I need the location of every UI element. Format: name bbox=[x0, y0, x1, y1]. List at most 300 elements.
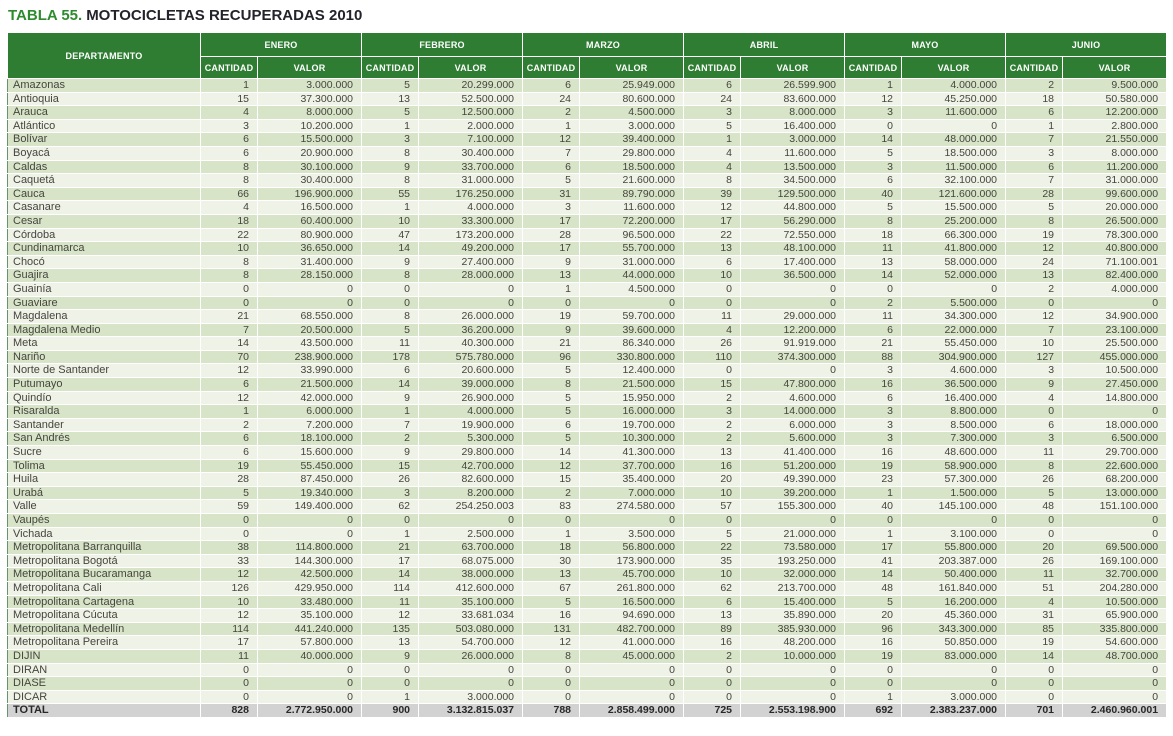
table-row bbox=[8, 337, 1167, 351]
cantidad-cell: 5 bbox=[1006, 486, 1063, 500]
valor-cell: 63.700.000 bbox=[419, 541, 523, 555]
table-row bbox=[8, 201, 1167, 215]
valor-cell: 3.000.000 bbox=[419, 690, 523, 704]
cantidad-cell: 0 bbox=[201, 514, 258, 528]
cantidad-cell: 10 bbox=[1006, 337, 1063, 351]
valor-cell: 26.500.000 bbox=[1063, 214, 1167, 228]
cantidad-cell: 11 bbox=[362, 595, 419, 609]
cantidad-cell: 8 bbox=[362, 174, 419, 188]
valor-cell: 0 bbox=[419, 514, 523, 528]
valor-cell: 0 bbox=[258, 677, 362, 691]
cantidad-cell: 6 bbox=[684, 255, 741, 269]
valor-cell: 49.200.000 bbox=[419, 242, 523, 256]
cantidad-cell: 13 bbox=[362, 92, 419, 106]
valor-cell: 16.500.000 bbox=[580, 595, 684, 609]
cantidad-cell: 0 bbox=[523, 677, 580, 691]
cantidad-cell: 22 bbox=[684, 228, 741, 242]
valor-cell: 8.000.000 bbox=[741, 106, 845, 120]
department-cell: Metropolitana Barranquilla bbox=[8, 541, 201, 555]
cantidad-cell: 5 bbox=[362, 79, 419, 93]
cantidad-cell: 2 bbox=[684, 432, 741, 446]
cantidad-cell: 5 bbox=[684, 527, 741, 541]
valor-cell: 374.300.000 bbox=[741, 350, 845, 364]
valor-cell: 21.500.000 bbox=[580, 378, 684, 392]
cantidad-cell: 12 bbox=[362, 609, 419, 623]
cantidad-cell: 8 bbox=[201, 269, 258, 283]
department-cell: Arauca bbox=[8, 106, 201, 120]
department-cell: Caquetá bbox=[8, 174, 201, 188]
department-cell: Amazonas bbox=[8, 79, 201, 93]
table-row bbox=[8, 296, 1167, 310]
valor-cell: 25.949.000 bbox=[580, 79, 684, 93]
department-cell: Vaupés bbox=[8, 514, 201, 528]
cantidad-cell: 9 bbox=[523, 255, 580, 269]
cantidad-cell: 2 bbox=[1006, 282, 1063, 296]
valor-header: VALOR bbox=[419, 57, 523, 79]
cantidad-cell: 6 bbox=[523, 79, 580, 93]
valor-cell: 29.800.000 bbox=[419, 446, 523, 460]
valor-cell: 21.600.000 bbox=[580, 174, 684, 188]
valor-cell: 26.599.900 bbox=[741, 79, 845, 93]
cantidad-cell: 5 bbox=[845, 595, 902, 609]
valor-cell: 19.900.000 bbox=[419, 418, 523, 432]
valor-cell: 39.600.000 bbox=[580, 323, 684, 337]
valor-cell: 91.919.000 bbox=[741, 337, 845, 351]
valor-cell: 203.387.000 bbox=[902, 554, 1006, 568]
table-row bbox=[8, 119, 1167, 133]
cantidad-cell: 13 bbox=[523, 269, 580, 283]
valor-cell: 25.200.000 bbox=[902, 214, 1006, 228]
cantidad-cell: 18 bbox=[201, 214, 258, 228]
cantidad-cell: 5 bbox=[362, 323, 419, 337]
valor-cell: 16.400.000 bbox=[902, 391, 1006, 405]
cantidad-cell: 89 bbox=[684, 622, 741, 636]
valor-cell: 30.400.000 bbox=[258, 174, 362, 188]
cantidad-cell: 8 bbox=[362, 146, 419, 160]
cantidad-cell: 7 bbox=[1006, 323, 1063, 337]
valor-cell: 145.100.000 bbox=[902, 500, 1006, 514]
department-cell: Sucre bbox=[8, 446, 201, 460]
valor-cell: 36.200.000 bbox=[419, 323, 523, 337]
valor-cell: 13.500.000 bbox=[741, 160, 845, 174]
valor-cell: 6.500.000 bbox=[1063, 432, 1167, 446]
cantidad-cell: 14 bbox=[845, 568, 902, 582]
table-row bbox=[8, 636, 1167, 650]
valor-cell: 15.600.000 bbox=[258, 446, 362, 460]
valor-cell: 28.000.000 bbox=[419, 269, 523, 283]
cantidad-cell: 31 bbox=[1006, 609, 1063, 623]
valor-cell: 17.400.000 bbox=[741, 255, 845, 269]
cantidad-cell: 70 bbox=[201, 350, 258, 364]
cantidad-cell: 3 bbox=[845, 418, 902, 432]
valor-cell: 0 bbox=[580, 677, 684, 691]
cantidad-cell: 83 bbox=[523, 500, 580, 514]
table-row bbox=[8, 255, 1167, 269]
cantidad-cell: 38 bbox=[201, 541, 258, 555]
valor-cell: 48.000.000 bbox=[902, 133, 1006, 147]
valor-cell: 11.500.000 bbox=[902, 160, 1006, 174]
valor-cell: 22.600.000 bbox=[1063, 459, 1167, 473]
valor-cell: 32.700.000 bbox=[1063, 568, 1167, 582]
valor-cell: 55.700.000 bbox=[580, 242, 684, 256]
cantidad-cell: 17 bbox=[362, 554, 419, 568]
valor-cell: 36.500.000 bbox=[741, 269, 845, 283]
month-header-mayo: MAYO bbox=[845, 33, 1006, 57]
valor-cell: 94.690.000 bbox=[580, 609, 684, 623]
valor-cell: 31.400.000 bbox=[258, 255, 362, 269]
table-row bbox=[8, 269, 1167, 283]
valor-cell: 15.950.000 bbox=[580, 391, 684, 405]
cantidad-cell: 1 bbox=[684, 133, 741, 147]
cantidad-cell: 26 bbox=[362, 473, 419, 487]
cantidad-cell: 11 bbox=[684, 310, 741, 324]
valor-cell: 10.200.000 bbox=[258, 119, 362, 133]
valor-cell: 385.930.000 bbox=[741, 622, 845, 636]
valor-cell: 261.800.000 bbox=[580, 581, 684, 595]
valor-cell: 72.550.000 bbox=[741, 228, 845, 242]
valor-cell: 60.400.000 bbox=[258, 214, 362, 228]
valor-cell: 66.300.000 bbox=[902, 228, 1006, 242]
valor-cell: 58.900.000 bbox=[902, 459, 1006, 473]
cantidad-cell: 10 bbox=[684, 486, 741, 500]
valor-cell: 12.200.000 bbox=[741, 323, 845, 337]
cantidad-cell: 0 bbox=[684, 514, 741, 528]
cantidad-cell: 0 bbox=[362, 677, 419, 691]
valor-cell: 45.000.000 bbox=[580, 649, 684, 663]
cantidad-cell: 13 bbox=[523, 568, 580, 582]
department-cell: Antioquia bbox=[8, 92, 201, 106]
cantidad-cell: 22 bbox=[201, 228, 258, 242]
valor-cell: 10.500.000 bbox=[1063, 595, 1167, 609]
valor-cell: 34.500.000 bbox=[741, 174, 845, 188]
cantidad-cell: 14 bbox=[845, 133, 902, 147]
month-header-abril: ABRIL bbox=[684, 33, 845, 57]
valor-cell: 33.681.034 bbox=[419, 609, 523, 623]
valor-cell: 0 bbox=[258, 282, 362, 296]
cantidad-cell: 15 bbox=[523, 473, 580, 487]
cantidad-cell: 2 bbox=[684, 649, 741, 663]
cantidad-cell: 6 bbox=[845, 391, 902, 405]
valor-cell: 80.600.000 bbox=[580, 92, 684, 106]
valor-cell: 83.000.000 bbox=[902, 649, 1006, 663]
valor-cell: 193.250.000 bbox=[741, 554, 845, 568]
department-cell: DICAR bbox=[8, 690, 201, 704]
valor-cell: 42.500.000 bbox=[258, 568, 362, 582]
cantidad-cell: 19 bbox=[845, 649, 902, 663]
valor-cell: 23.100.000 bbox=[1063, 323, 1167, 337]
table-row bbox=[8, 160, 1167, 174]
cantidad-cell: 178 bbox=[362, 350, 419, 364]
valor-cell: 0 bbox=[902, 677, 1006, 691]
valor-cell: 16.200.000 bbox=[902, 595, 1006, 609]
valor-cell: 0 bbox=[902, 282, 1006, 296]
cantidad-cell: 0 bbox=[845, 119, 902, 133]
cantidad-cell: 3 bbox=[1006, 364, 1063, 378]
cantidad-cell: 0 bbox=[523, 690, 580, 704]
cantidad-cell: 3 bbox=[845, 106, 902, 120]
cantidad-cell: 3 bbox=[845, 432, 902, 446]
cantidad-cell: 0 bbox=[684, 296, 741, 310]
valor-cell: 89.790.000 bbox=[580, 187, 684, 201]
department-cell: Metropolitana Bucaramanga bbox=[8, 568, 201, 582]
table-row bbox=[8, 323, 1167, 337]
cantidad-cell: 3 bbox=[845, 160, 902, 174]
cantidad-cell: 30 bbox=[523, 554, 580, 568]
cantidad-cell: 14 bbox=[523, 446, 580, 460]
valor-cell: 30.400.000 bbox=[419, 146, 523, 160]
valor-cell: 49.390.000 bbox=[741, 473, 845, 487]
valor-cell: 2.500.000 bbox=[419, 527, 523, 541]
valor-cell: 16.400.000 bbox=[741, 119, 845, 133]
cantidad-header: CANTIDAD bbox=[1006, 57, 1063, 79]
valor-cell: 20.299.000 bbox=[419, 79, 523, 93]
valor-cell: 18.500.000 bbox=[580, 160, 684, 174]
cantidad-cell: 0 bbox=[684, 677, 741, 691]
cantidad-cell: 1 bbox=[523, 119, 580, 133]
cantidad-cell: 9 bbox=[523, 323, 580, 337]
department-cell: Huila bbox=[8, 473, 201, 487]
cantidad-cell: 5 bbox=[362, 106, 419, 120]
cantidad-cell: 0 bbox=[845, 282, 902, 296]
valor-cell: 41.300.000 bbox=[580, 446, 684, 460]
valor-cell: 16.000.000 bbox=[580, 405, 684, 419]
valor-cell: 0 bbox=[902, 514, 1006, 528]
valor-cell: 8.200.000 bbox=[419, 486, 523, 500]
department-cell: Guaviare bbox=[8, 296, 201, 310]
valor-cell: 13.000.000 bbox=[1063, 486, 1167, 500]
valor-cell: 8.500.000 bbox=[902, 418, 1006, 432]
month-header-febrero: FEBRERO bbox=[362, 33, 523, 57]
cantidad-cell: 7 bbox=[201, 323, 258, 337]
cantidad-cell: 2 bbox=[684, 418, 741, 432]
cantidad-cell: 0 bbox=[1006, 405, 1063, 419]
cantidad-cell: 17 bbox=[523, 214, 580, 228]
cantidad-cell: 21 bbox=[362, 541, 419, 555]
valor-cell: 196.900.000 bbox=[258, 187, 362, 201]
valor-header: VALOR bbox=[1063, 57, 1167, 79]
cantidad-cell: 23 bbox=[845, 473, 902, 487]
valor-cell: 2.000.000 bbox=[419, 119, 523, 133]
department-cell: Santander bbox=[8, 418, 201, 432]
table-body bbox=[8, 79, 1167, 704]
valor-cell: 129.500.000 bbox=[741, 187, 845, 201]
cantidad-cell: 6 bbox=[523, 418, 580, 432]
cantidad-cell: 0 bbox=[845, 514, 902, 528]
valor-cell: 5.500.000 bbox=[902, 296, 1006, 310]
valor-cell: 72.200.000 bbox=[580, 214, 684, 228]
cantidad-cell: 6 bbox=[201, 446, 258, 460]
valor-cell: 47.800.000 bbox=[741, 378, 845, 392]
table-row bbox=[8, 310, 1167, 324]
cantidad-cell: 31 bbox=[523, 187, 580, 201]
cantidad-cell: 9 bbox=[362, 649, 419, 663]
valor-cell: 20.500.000 bbox=[258, 323, 362, 337]
cantidad-cell: 51 bbox=[1006, 581, 1063, 595]
cantidad-cell: 8 bbox=[523, 378, 580, 392]
valor-cell: 0 bbox=[741, 663, 845, 677]
cantidad-cell: 6 bbox=[362, 364, 419, 378]
table-number: TABLA 55. bbox=[8, 7, 83, 24]
valor-cell: 3.000.000 bbox=[580, 119, 684, 133]
department-cell: San Andrés bbox=[8, 432, 201, 446]
valor-cell: 10.300.000 bbox=[580, 432, 684, 446]
cantidad-cell: 21 bbox=[845, 337, 902, 351]
department-cell: Magdalena Medio bbox=[8, 323, 201, 337]
valor-cell: 0 bbox=[258, 296, 362, 310]
cantidad-cell: 0 bbox=[845, 663, 902, 677]
cantidad-cell: 15 bbox=[362, 459, 419, 473]
cantidad-cell: 0 bbox=[523, 514, 580, 528]
valor-cell: 57.300.000 bbox=[902, 473, 1006, 487]
department-cell: Caldas bbox=[8, 160, 201, 174]
table-row bbox=[8, 581, 1167, 595]
valor-cell: 27.400.000 bbox=[419, 255, 523, 269]
valor-cell: 44.000.000 bbox=[580, 269, 684, 283]
department-cell: DIASE bbox=[8, 677, 201, 691]
valor-cell: 40.000.000 bbox=[258, 649, 362, 663]
table-title bbox=[8, 7, 1166, 24]
valor-cell: 26.900.000 bbox=[419, 391, 523, 405]
valor-cell: 71.100.001 bbox=[1063, 255, 1167, 269]
cantidad-cell: 16 bbox=[845, 378, 902, 392]
cantidad-cell: 11 bbox=[201, 649, 258, 663]
table-row bbox=[8, 106, 1167, 120]
valor-cell: 83.600.000 bbox=[741, 92, 845, 106]
cantidad-cell: 8 bbox=[845, 214, 902, 228]
table-row bbox=[8, 459, 1167, 473]
table-row bbox=[8, 446, 1167, 460]
table-row bbox=[8, 514, 1167, 528]
valor-cell: 48.100.000 bbox=[741, 242, 845, 256]
cantidad-cell: 9 bbox=[362, 391, 419, 405]
valor-cell: 330.800.000 bbox=[580, 350, 684, 364]
department-cell: Metropolitana Cartagena bbox=[8, 595, 201, 609]
valor-cell: 33.300.000 bbox=[419, 214, 523, 228]
valor-cell: 18.100.000 bbox=[258, 432, 362, 446]
table-row bbox=[8, 486, 1167, 500]
valor-cell: 33.700.000 bbox=[419, 160, 523, 174]
cantidad-cell: 0 bbox=[523, 296, 580, 310]
valor-cell: 8.800.000 bbox=[902, 405, 1006, 419]
cantidad-cell: 17 bbox=[201, 636, 258, 650]
month-header-junio: JUNIO bbox=[1006, 33, 1167, 57]
valor-cell: 80.900.000 bbox=[258, 228, 362, 242]
cantidad-cell: 10 bbox=[201, 595, 258, 609]
cantidad-header: CANTIDAD bbox=[201, 57, 258, 79]
cantidad-cell: 16 bbox=[684, 636, 741, 650]
cantidad-cell: 6 bbox=[684, 79, 741, 93]
cantidad-cell: 11 bbox=[362, 337, 419, 351]
valor-cell: 0 bbox=[741, 677, 845, 691]
department-cell: Quindío bbox=[8, 391, 201, 405]
valor-cell: 6.000.000 bbox=[258, 405, 362, 419]
cantidad-cell: 13 bbox=[684, 446, 741, 460]
cantidad-cell: 16 bbox=[523, 609, 580, 623]
cantidad-cell: 20 bbox=[845, 609, 902, 623]
cantidad-cell: 0 bbox=[1006, 663, 1063, 677]
valor-cell: 0 bbox=[258, 527, 362, 541]
cantidad-cell: 8 bbox=[362, 269, 419, 283]
valor-cell: 48.200.000 bbox=[741, 636, 845, 650]
valor-cell: 254.250.003 bbox=[419, 500, 523, 514]
cantidad-cell: 1 bbox=[362, 405, 419, 419]
table-title-text: MOTOCICLETAS RECUPERADAS 2010 bbox=[86, 7, 363, 24]
cantidad-cell: 1 bbox=[362, 201, 419, 215]
cantidad-cell: 1 bbox=[845, 527, 902, 541]
cantidad-cell: 1 bbox=[845, 79, 902, 93]
cantidad-cell: 16 bbox=[684, 459, 741, 473]
total-row bbox=[8, 704, 1167, 718]
valor-cell: 55.450.000 bbox=[258, 459, 362, 473]
cantidad-cell: 11 bbox=[845, 242, 902, 256]
valor-cell: 15.500.000 bbox=[902, 201, 1006, 215]
cantidad-cell: 0 bbox=[362, 514, 419, 528]
valor-cell: 57.800.000 bbox=[258, 636, 362, 650]
department-cell: Atlántico bbox=[8, 119, 201, 133]
valor-cell: 114.800.000 bbox=[258, 541, 362, 555]
cantidad-cell: 21 bbox=[523, 337, 580, 351]
valor-cell: 503.080.000 bbox=[419, 622, 523, 636]
valor-cell: 39.200.000 bbox=[741, 486, 845, 500]
valor-cell: 34.900.000 bbox=[1063, 310, 1167, 324]
table-row bbox=[8, 432, 1167, 446]
valor-cell: 55.800.000 bbox=[902, 541, 1006, 555]
valor-cell: 44.800.000 bbox=[741, 201, 845, 215]
table-row bbox=[8, 228, 1167, 242]
valor-cell: 304.900.000 bbox=[902, 350, 1006, 364]
valor-cell: 48.700.000 bbox=[1063, 649, 1167, 663]
cantidad-cell: 17 bbox=[845, 541, 902, 555]
valor-cell: 54.600.000 bbox=[1063, 636, 1167, 650]
table-row bbox=[8, 622, 1167, 636]
cantidad-cell: 114 bbox=[201, 622, 258, 636]
valor-cell: 20.600.000 bbox=[419, 364, 523, 378]
valor-cell: 455.000.000 bbox=[1063, 350, 1167, 364]
valor-cell: 12.500.000 bbox=[419, 106, 523, 120]
cantidad-cell: 8 bbox=[1006, 459, 1063, 473]
valor-cell: 37.700.000 bbox=[580, 459, 684, 473]
cantidad-header: CANTIDAD bbox=[684, 57, 741, 79]
department-cell: Guajira bbox=[8, 269, 201, 283]
cantidad-cell: 6 bbox=[1006, 418, 1063, 432]
valor-cell: 1.500.000 bbox=[902, 486, 1006, 500]
valor-header: VALOR bbox=[902, 57, 1006, 79]
total-cantidad-cell: 725 bbox=[684, 704, 741, 718]
valor-cell: 82.400.000 bbox=[1063, 269, 1167, 283]
valor-cell: 4.500.000 bbox=[580, 282, 684, 296]
valor-cell: 0 bbox=[580, 690, 684, 704]
cantidad-cell: 14 bbox=[362, 378, 419, 392]
table-row bbox=[8, 500, 1167, 514]
cantidad-cell: 3 bbox=[845, 364, 902, 378]
cantidad-cell: 7 bbox=[1006, 133, 1063, 147]
cantidad-cell: 1 bbox=[1006, 119, 1063, 133]
cantidad-cell: 5 bbox=[523, 391, 580, 405]
cantidad-cell: 19 bbox=[1006, 228, 1063, 242]
table-row bbox=[8, 282, 1167, 296]
cantidad-cell: 3 bbox=[362, 133, 419, 147]
table-row bbox=[8, 364, 1167, 378]
valor-cell: 8.000.000 bbox=[1063, 146, 1167, 160]
cantidad-cell: 62 bbox=[684, 581, 741, 595]
valor-cell: 11.600.000 bbox=[902, 106, 1006, 120]
total-cantidad-cell: 692 bbox=[845, 704, 902, 718]
cantidad-cell: 0 bbox=[201, 527, 258, 541]
cantidad-cell: 20 bbox=[684, 473, 741, 487]
cantidad-cell: 88 bbox=[845, 350, 902, 364]
cantidad-cell: 14 bbox=[845, 269, 902, 283]
valor-cell: 58.000.000 bbox=[902, 255, 1006, 269]
